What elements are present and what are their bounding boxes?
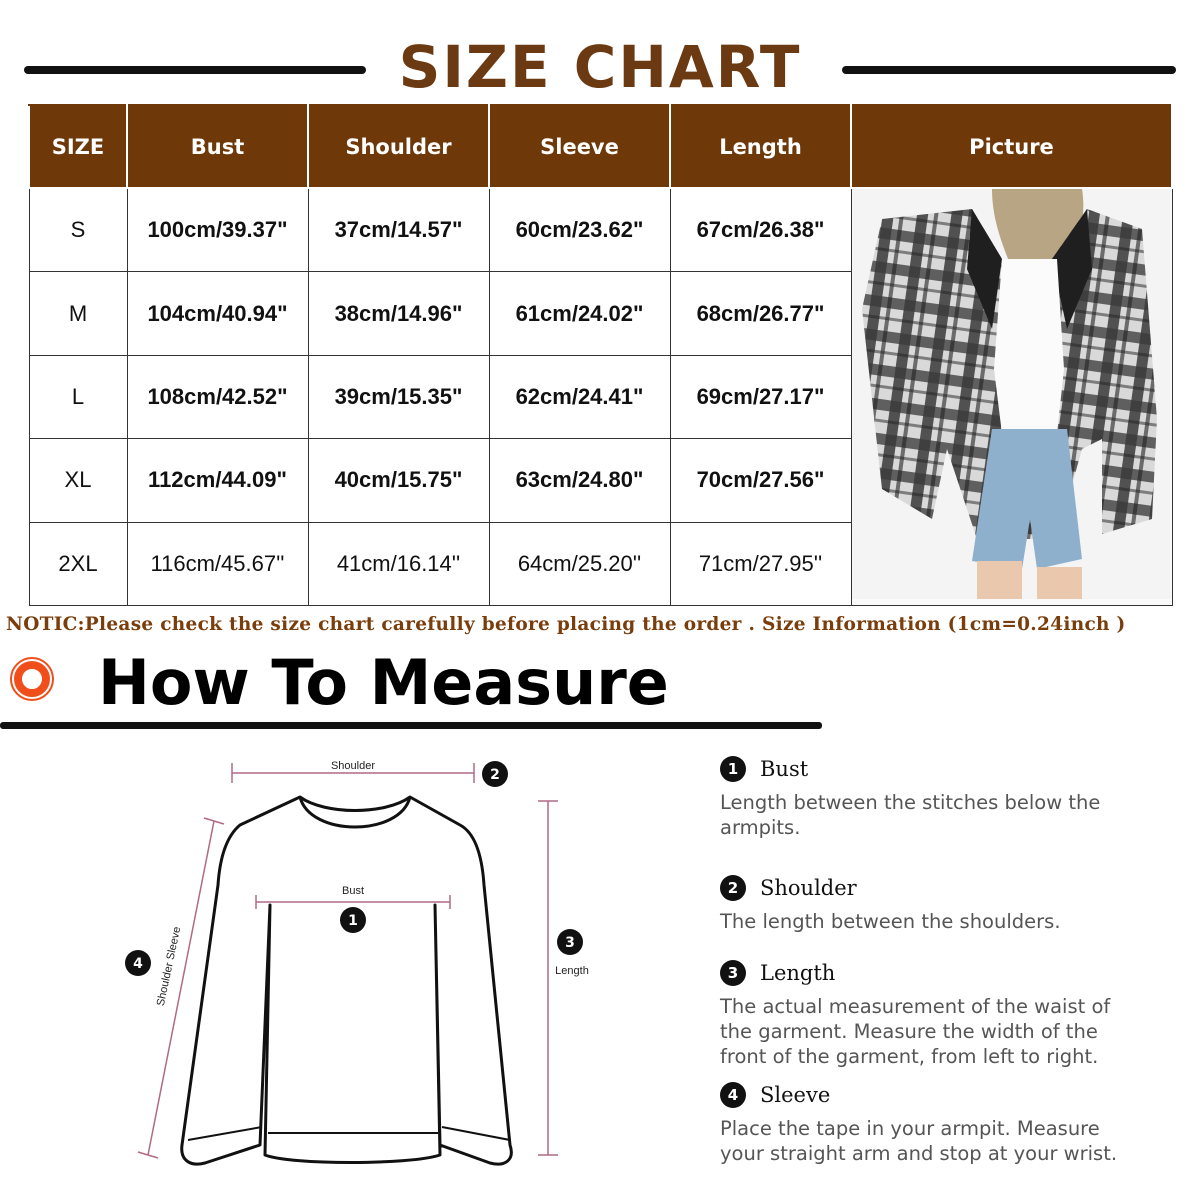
cell-size: L	[29, 355, 127, 438]
shoulder-label: Shoulder	[330, 760, 376, 772]
number-4-icon: 4	[720, 1082, 746, 1108]
cell-shoulder: 39cm/15.35"	[308, 355, 489, 438]
number-3-icon: 3	[720, 960, 746, 986]
cell-bust: 108cm/42.52"	[127, 355, 308, 438]
sleeve-label: Shoulder Sleeve	[154, 925, 184, 1008]
measure-item	[720, 960, 1140, 1069]
cell-length: 69cm/27.17"	[670, 355, 851, 438]
svg-text:2: 2	[490, 767, 500, 783]
how-to-measure-heading: How To Measure	[98, 646, 669, 719]
measure-item	[720, 875, 1140, 934]
measure-item-text: The actual measurement of the waist of the garment. Measure the width of the front of the garment, from left to right.	[720, 995, 1111, 1068]
cell-shoulder: 38cm/14.96"	[308, 272, 489, 355]
svg-text:1: 1	[348, 913, 358, 929]
plaid-shirt-image	[852, 189, 1171, 599]
cell-bust: 112cm/44.09"	[127, 439, 308, 522]
measure-item-title: Length	[760, 961, 836, 985]
measure-item-text: Length between the stitches below the armpits.	[720, 791, 1101, 839]
cell-size: XL	[29, 439, 127, 522]
measure-item-text: Place the tape in your armpit. Measure your straight arm and stop at your wrist.	[720, 1117, 1118, 1165]
number-2-icon: 2	[720, 875, 746, 901]
cell-length: 70cm/27.56"	[670, 439, 851, 522]
svg-text:3: 3	[565, 935, 575, 951]
measure-item	[720, 1082, 1140, 1166]
cell-size: 2XL	[29, 522, 127, 605]
cell-length: 71cm/27.95''	[670, 522, 851, 605]
header-bust: Bust	[127, 105, 308, 188]
bust-label: Bust	[341, 885, 365, 897]
table-row	[29, 188, 1172, 272]
cell-sleeve: 64cm/25.20''	[489, 522, 670, 605]
header-sleeve: Sleeve	[489, 105, 670, 188]
number-1-icon: 1	[720, 756, 746, 782]
header-picture: Picture	[851, 105, 1172, 188]
cell-bust: 116cm/45.67''	[127, 522, 308, 605]
page-title: SIZE CHART	[398, 33, 802, 101]
cell-bust: 100cm/39.37"	[127, 188, 308, 272]
cell-sleeve: 62cm/24.41"	[489, 355, 670, 438]
header-size: SIZE	[29, 105, 127, 188]
cell-size: S	[29, 188, 127, 272]
svg-text:4: 4	[133, 956, 143, 972]
measure-item-title: Bust	[760, 757, 809, 781]
measure-item	[720, 756, 1140, 840]
length-label: Length	[555, 965, 589, 977]
cell-length: 68cm/26.77"	[670, 272, 851, 355]
cell-shoulder: 41cm/16.14''	[308, 522, 489, 605]
cell-shoulder: 40cm/15.75"	[308, 439, 489, 522]
product-picture	[851, 188, 1172, 606]
size-notice: NOTIC:Please check the size chart carefully before placing the order . Size Information (1cm=0.24inch )	[6, 614, 1126, 635]
measure-item-text: The length between the shoulders.	[720, 910, 1061, 933]
measure-item-title: Sleeve	[760, 1083, 831, 1107]
table-header-row	[29, 105, 1172, 188]
cell-sleeve: 60cm/23.62"	[489, 188, 670, 272]
header-length: Length	[670, 105, 851, 188]
cell-sleeve: 61cm/24.02"	[489, 272, 670, 355]
sweater-outline	[182, 797, 512, 1164]
cell-shoulder: 37cm/14.57"	[308, 188, 489, 272]
measure-item-title: Shoulder	[760, 876, 857, 900]
sweater-measure-diagram	[110, 745, 610, 1185]
size-chart-table	[28, 104, 1173, 606]
cell-bust: 104cm/40.94"	[127, 272, 308, 355]
heading-ring-inner	[14, 661, 50, 697]
header-shoulder: Shoulder	[308, 105, 489, 188]
cell-sleeve: 63cm/24.80"	[489, 439, 670, 522]
cell-size: M	[29, 272, 127, 355]
heading-rule	[0, 722, 822, 729]
cell-length: 67cm/26.38"	[670, 188, 851, 272]
